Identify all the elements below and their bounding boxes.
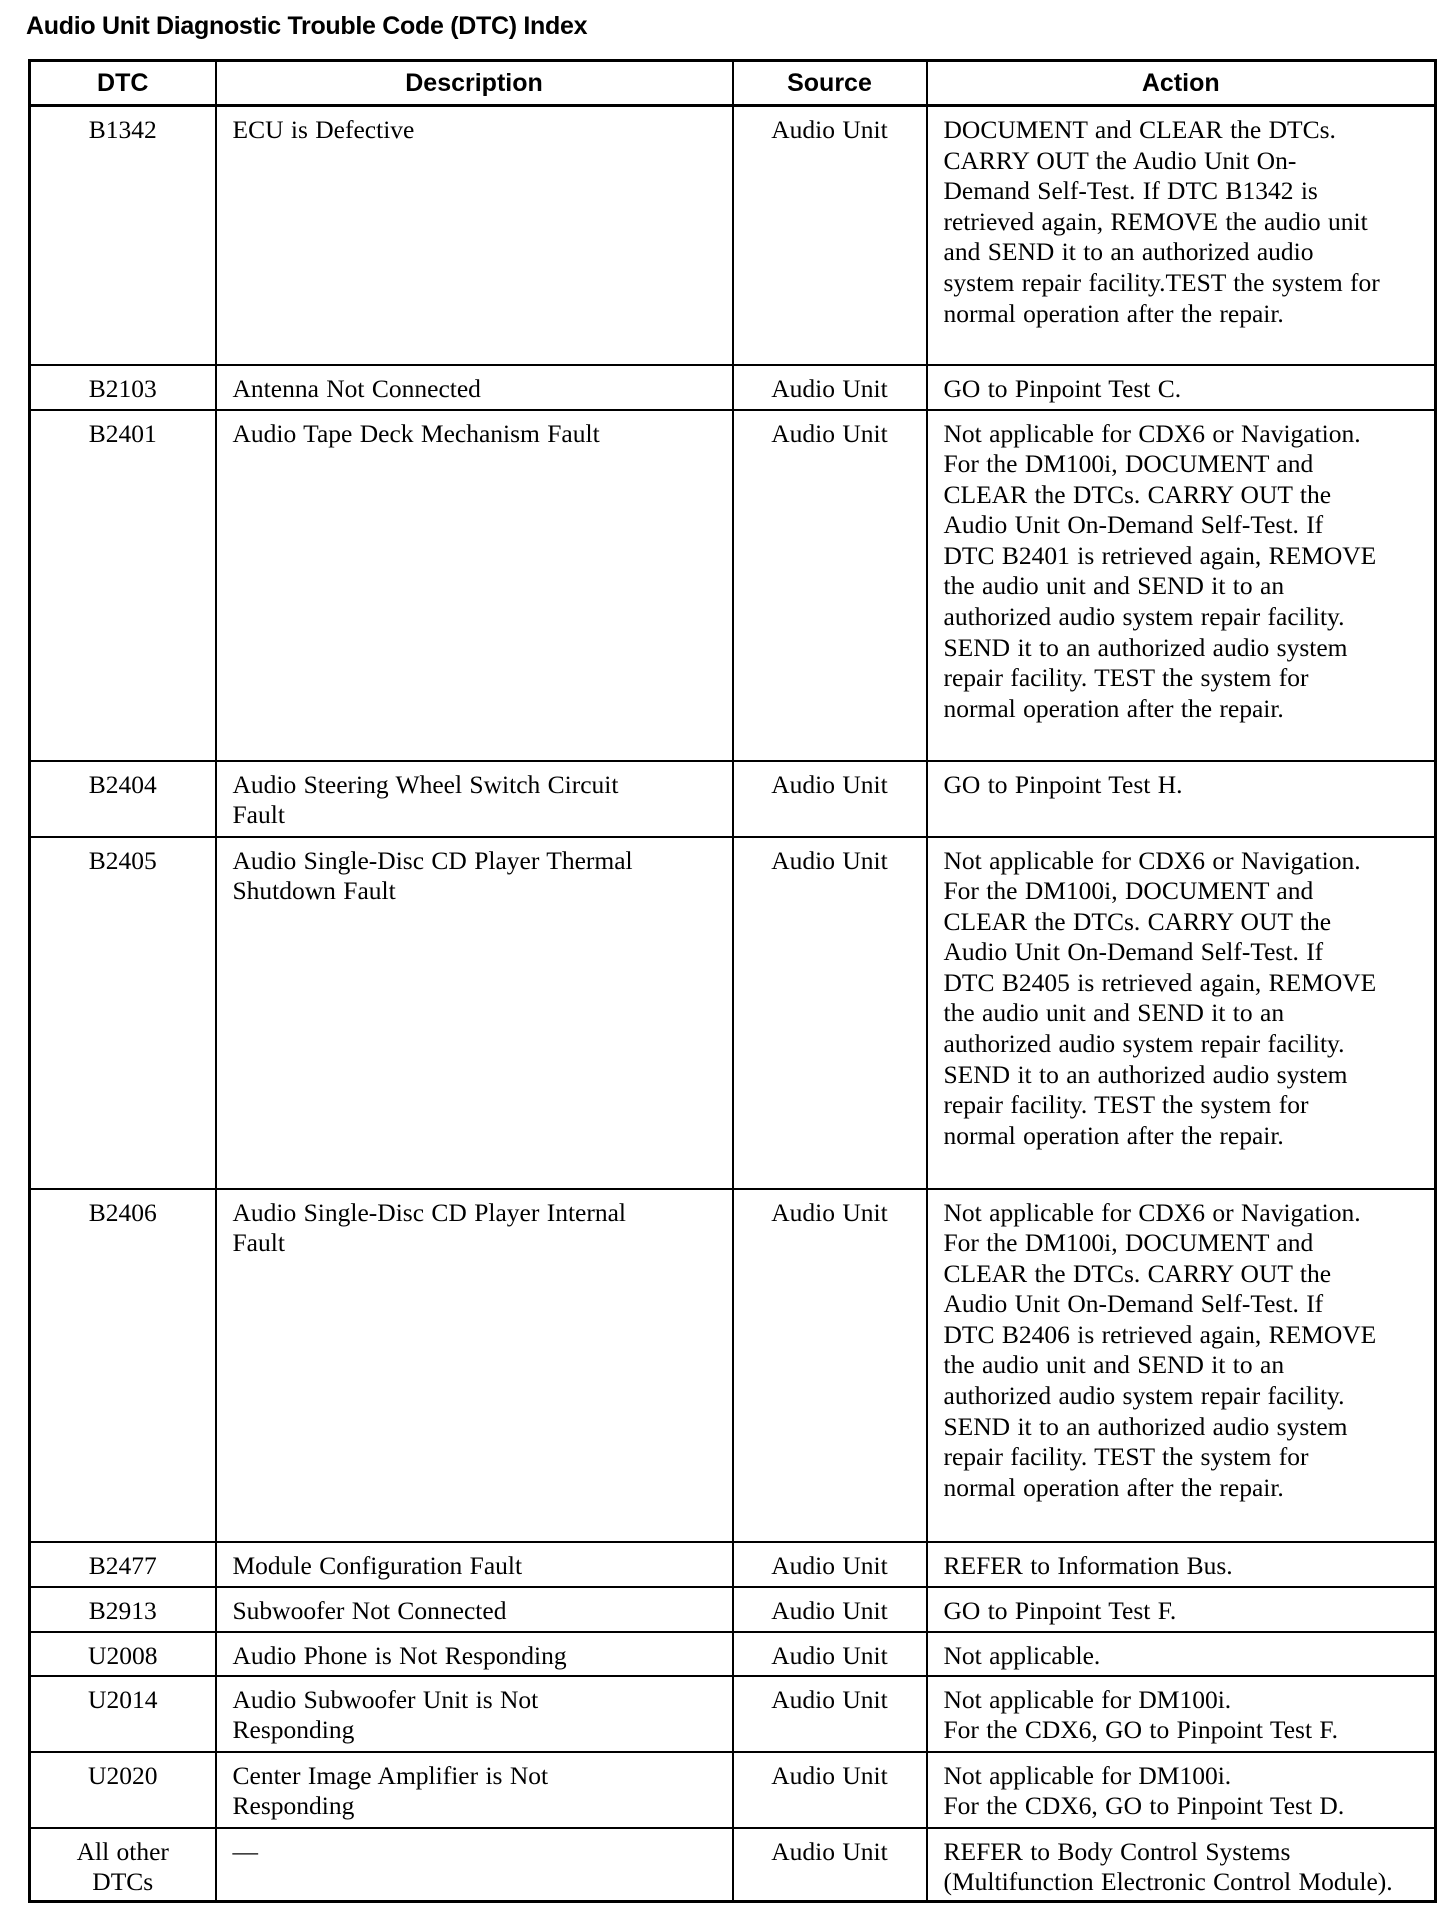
source-cell: Audio Unit: [733, 1189, 927, 1542]
source-cell: Audio Unit: [733, 1632, 927, 1676]
dtc-cell: B1342: [30, 106, 216, 365]
source-cell: Audio Unit: [733, 1542, 927, 1587]
page-title: Audio Unit Diagnostic Trouble Code (DTC) Index: [26, 12, 588, 40]
source-cell: Audio Unit: [733, 1828, 927, 1902]
table-row: [30, 837, 1436, 1189]
description-cell: Module Configuration Fault: [216, 1542, 733, 1587]
source-cell: Audio Unit: [733, 1676, 927, 1752]
dtc-cell: U2008: [30, 1632, 216, 1676]
source-cell: Audio Unit: [733, 837, 927, 1189]
dtc-cell: B2405: [30, 837, 216, 1189]
table-row: [30, 1676, 1436, 1752]
table-row: [30, 1542, 1436, 1587]
dtc-table: [28, 59, 1437, 1903]
action-cell: Not applicable for CDX6 or Navigation. For the DM100i, DOCUMENT and CLEAR the DTCs. CARRY OUT the Audio Unit On-Demand Self-Test. If DTC B2405 is retrieved again, REMOVE the audio unit and SEND it to an authorized audio system repair facility. SEND it to an authorized audio system repair facility. TEST the system for normal operation after the repair.: [927, 837, 1436, 1189]
dtc-cell: B2404: [30, 761, 216, 837]
source-cell: Audio Unit: [733, 1587, 927, 1632]
source-cell: Audio Unit: [733, 365, 927, 410]
action-cell: Not applicable for CDX6 or Navigation. For the DM100i, DOCUMENT and CLEAR the DTCs. CARRY OUT the Audio Unit On-Demand Self-Test. If DTC B2406 is retrieved again, REMOVE the audio unit and SEND it to an authorized audio system repair facility. SEND it to an authorized audio system repair facility. TEST the system for normal operation after the repair.: [927, 1189, 1436, 1542]
table-header-row: [30, 61, 1436, 106]
action-cell: Not applicable for DM100i. For the CDX6, GO to Pinpoint Test F.: [927, 1676, 1436, 1752]
table-row: [30, 1632, 1436, 1676]
description-cell: ECU is Defective: [216, 106, 733, 365]
dtc-cell: B2103: [30, 365, 216, 410]
description-cell: Audio Tape Deck Mechanism Fault: [216, 410, 733, 761]
source-cell: Audio Unit: [733, 106, 927, 365]
dtc-cell: U2014: [30, 1676, 216, 1752]
table-row: [30, 1587, 1436, 1632]
column-header-description: Description: [216, 61, 733, 106]
description-cell: Audio Subwoofer Unit is Not Responding: [216, 1676, 733, 1752]
table-row: [30, 1828, 1436, 1902]
description-cell: Audio Single-Disc CD Player Internal Fault: [216, 1189, 733, 1542]
action-cell: REFER to Body Control Systems (Multifunction Electronic Control Module).: [927, 1828, 1436, 1902]
action-cell: Not applicable for DM100i. For the CDX6, GO to Pinpoint Test D.: [927, 1752, 1436, 1828]
action-cell: GO to Pinpoint Test F.: [927, 1587, 1436, 1632]
table-row: [30, 106, 1436, 365]
dtc-cell: B2477: [30, 1542, 216, 1587]
source-cell: Audio Unit: [733, 1752, 927, 1828]
action-cell: Not applicable for CDX6 or Navigation. For the DM100i, DOCUMENT and CLEAR the DTCs. CARRY OUT the Audio Unit On-Demand Self-Test. If DTC B2401 is retrieved again, REMOVE the audio unit and SEND it to an authorized audio system repair facility. SEND it to an authorized audio system repair facility. TEST the system for normal operation after the repair.: [927, 410, 1436, 761]
table-row: [30, 761, 1436, 837]
column-header-dtc: DTC: [30, 61, 216, 106]
description-cell: Audio Single-Disc CD Player Thermal Shutdown Fault: [216, 837, 733, 1189]
dtc-cell: All other DTCs: [30, 1828, 216, 1902]
description-cell: —: [216, 1828, 733, 1902]
action-cell: GO to Pinpoint Test C.: [927, 365, 1436, 410]
action-cell: GO to Pinpoint Test H.: [927, 761, 1436, 837]
description-cell: Center Image Amplifier is Not Responding: [216, 1752, 733, 1828]
description-cell: Subwoofer Not Connected: [216, 1587, 733, 1632]
table-row: [30, 1189, 1436, 1542]
source-cell: Audio Unit: [733, 410, 927, 761]
description-cell: Audio Phone is Not Responding: [216, 1632, 733, 1676]
column-header-source: Source: [733, 61, 927, 106]
action-cell: REFER to Information Bus.: [927, 1542, 1436, 1587]
action-cell: Not applicable.: [927, 1632, 1436, 1676]
source-cell: Audio Unit: [733, 761, 927, 837]
table-row: [30, 410, 1436, 761]
table-row: [30, 365, 1436, 410]
dtc-cell: U2020: [30, 1752, 216, 1828]
table-row: [30, 1752, 1436, 1828]
description-cell: Audio Steering Wheel Switch Circuit Fault: [216, 761, 733, 837]
action-cell: DOCUMENT and CLEAR the DTCs. CARRY OUT the Audio Unit On- Demand Self-Test. If DTC B1342 is retrieved again, REMOVE the audio unit and SEND it to an authorized audio system repair facility.TEST the system for normal operation after the repair.: [927, 106, 1436, 365]
dtc-cell: B2401: [30, 410, 216, 761]
dtc-cell: B2406: [30, 1189, 216, 1542]
dtc-cell: B2913: [30, 1587, 216, 1632]
column-header-action: Action: [927, 61, 1436, 106]
description-cell: Antenna Not Connected: [216, 365, 733, 410]
